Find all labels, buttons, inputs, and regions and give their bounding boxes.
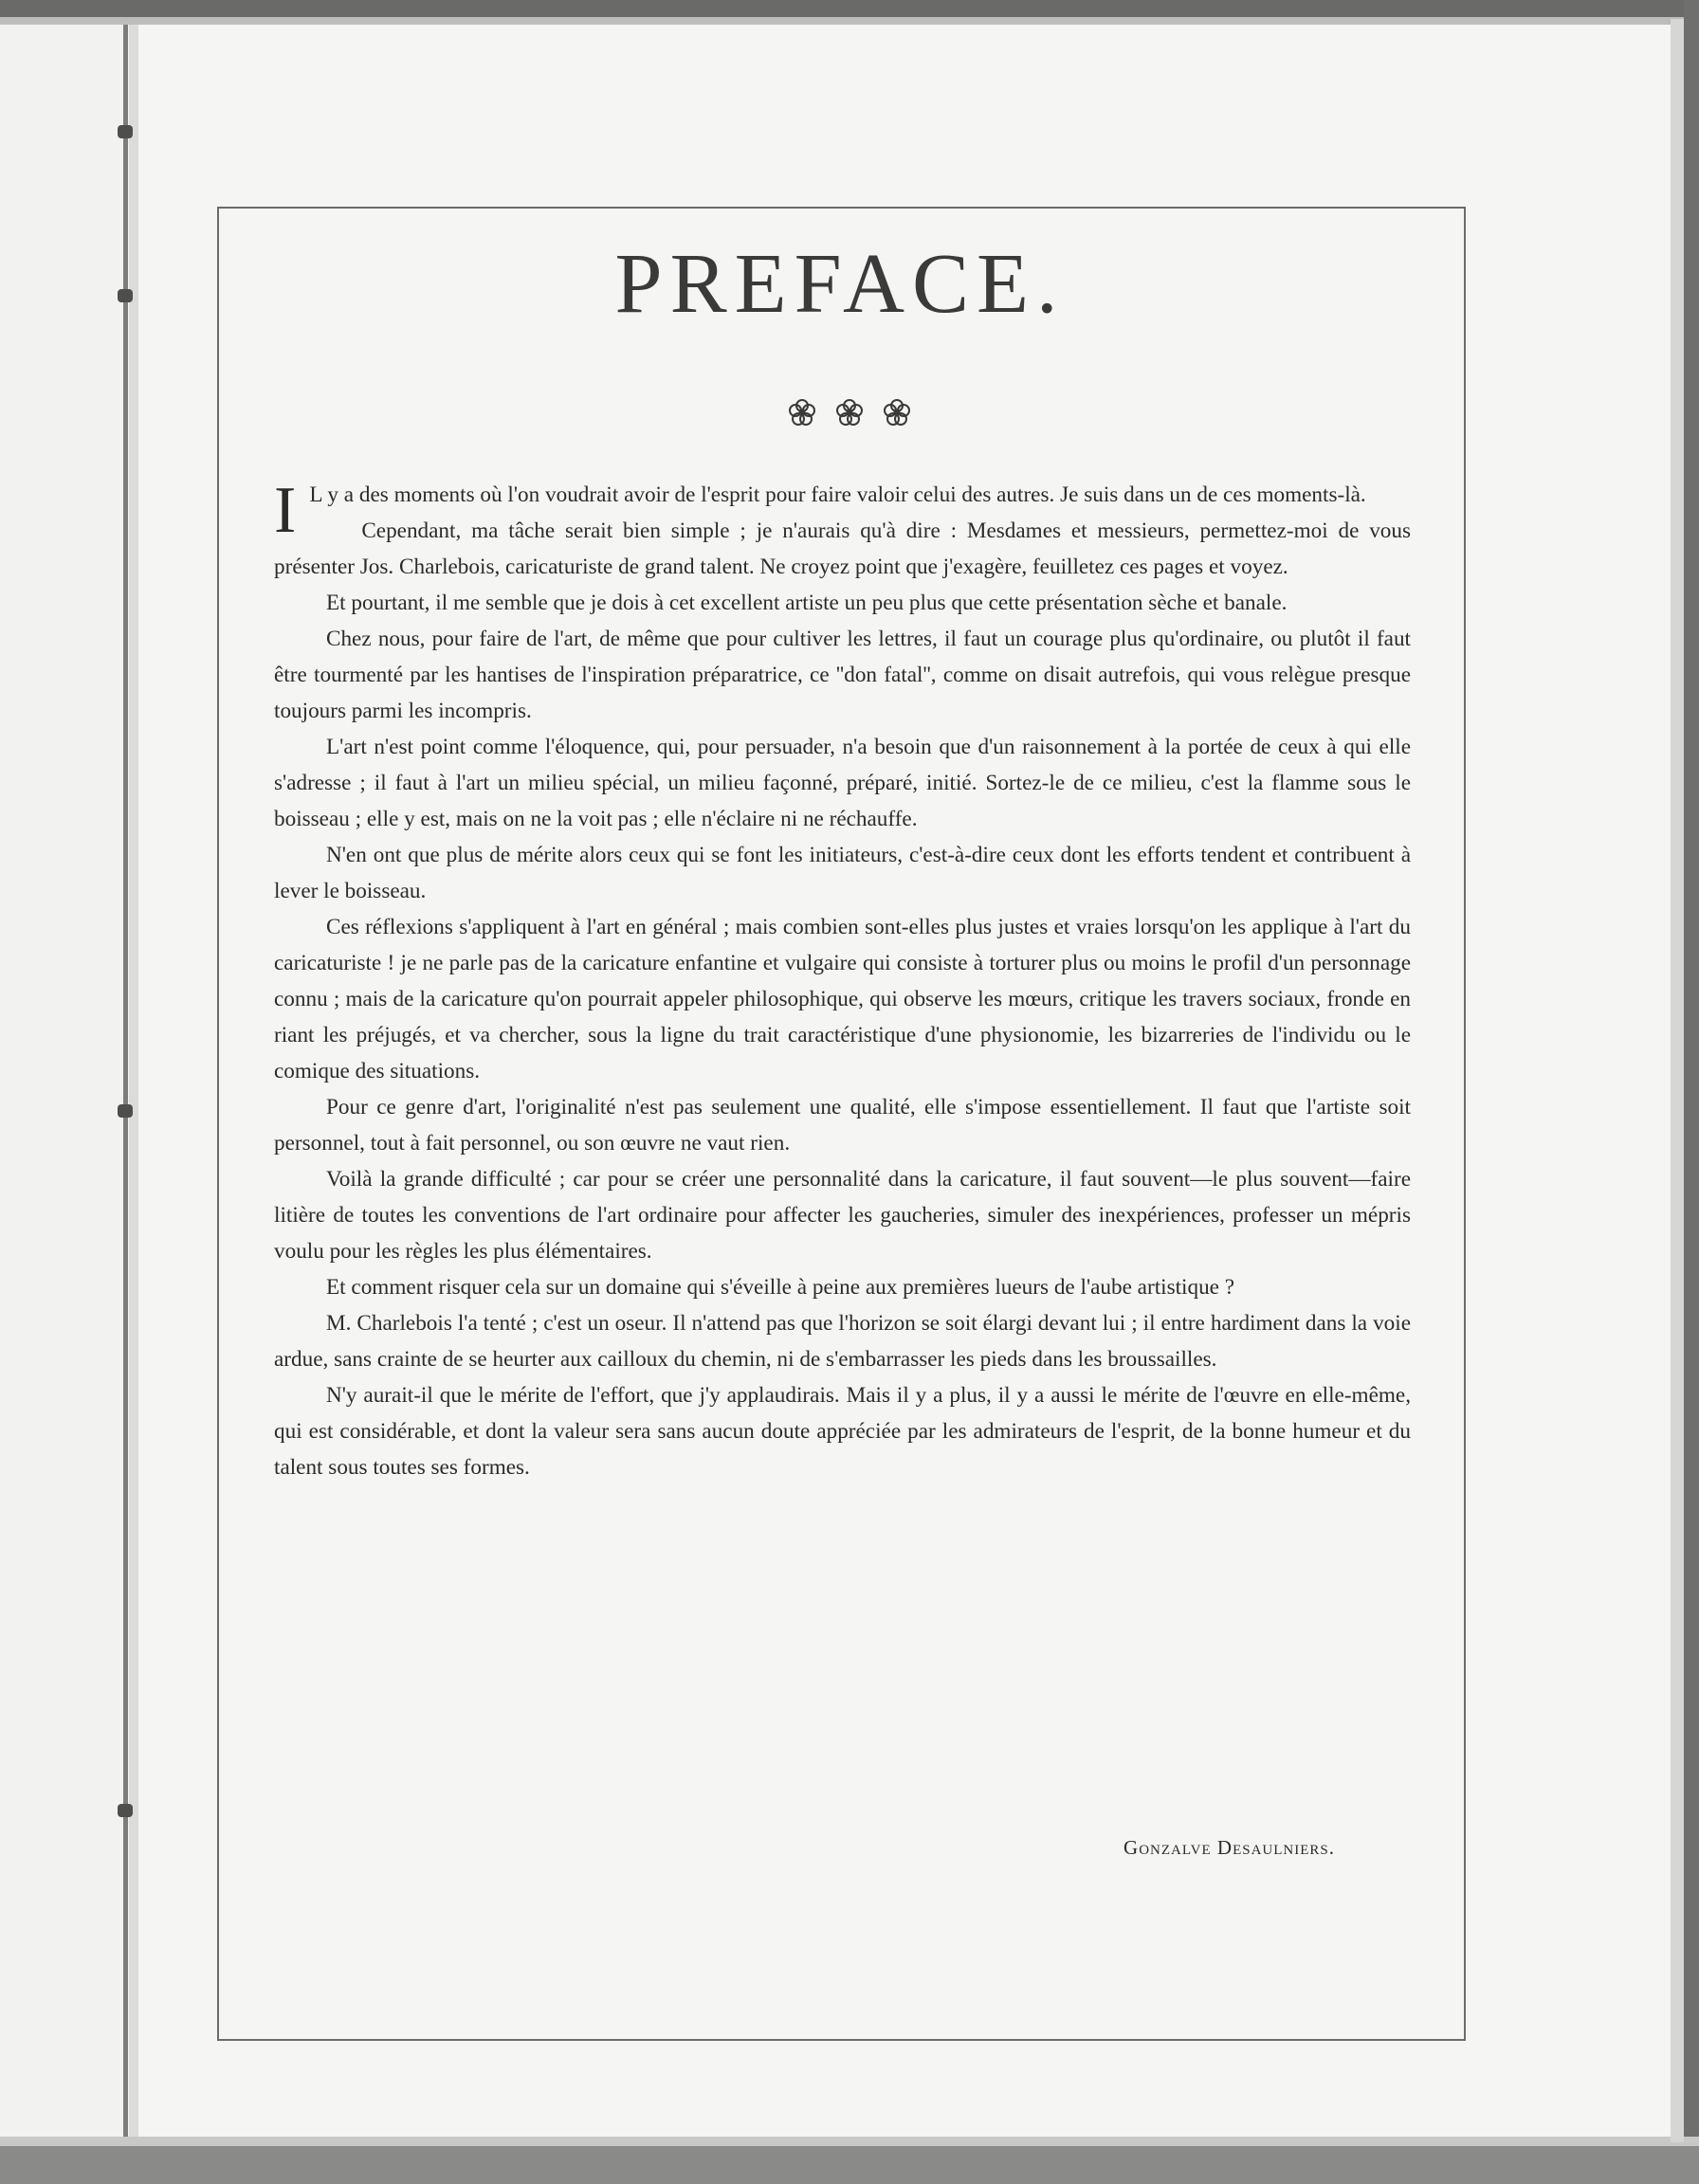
paragraph: Et pourtant, il me semble que je dois à cet excellent artiste un peu plus que cette présentation sèche et banale.	[326, 591, 1288, 615]
paragraph: L'art n'est point comme l'éloquence, qui, pour persuader, n'a besoin que d'un raisonnement à la portée de ceux à qui elle s'adresse ; il faut à l'art un milieu spécial, un milieu façonné, préparé, initié. Sortez-le de ce milieu, c'est la flamme sous le boisseau ; elle y est, mais on ne la voit pas ; elle n'éclaire ni ne réchauffe.	[274, 735, 1411, 831]
flower-ornament-icon	[783, 396, 916, 428]
paragraph: Pour ce genre d'art, l'originalité n'est pas seulement une qualité, elle s'impose essentiellement. Il faut que l'artiste soit personnel, tout à fait personnel, ou son œuvre ne vaut rien.	[274, 1095, 1411, 1156]
paragraph-opening	[274, 474, 1411, 547]
spine-shadow	[129, 25, 138, 2137]
paragraph: Chez nous, pour faire de l'art, de même que pour cultiver les lettres, il faut un courage plus qu'ordinaire, ou plutôt il faut être tourmenté par les hantises de l'inspiration préparatrice, ce ''don fatal'', comme on disait autrefois, qui vous relègue presque toujours parmi les incompris.	[274, 627, 1411, 723]
author-signature: Gonzalve Desaulniers.	[1124, 1836, 1335, 1859]
page-right-margin	[1671, 19, 1684, 2142]
page-title: PREFACE.	[614, 237, 1066, 331]
scan-bottom-edge-highlight	[0, 2137, 1699, 2146]
paragraph: N'y aurait-il que le mérite de l'effort, que j'y applaudirais. Mais il y a plus, il y a aussi le mérite de l'œuvre en elle-même, qui est considérable, et dont la valeur sera sans aucun doute appréciée par les admirateurs de l'esprit, de la bonne humeur et du talent sous toutes ses formes.	[274, 1383, 1411, 1480]
paragraph: N'en ont que plus de mérite alors ceux qui se font les initiateurs, c'est-à-dire ceux dont les efforts tendent et contribuent à lever le boisseau.	[274, 843, 1411, 903]
preface-body	[274, 474, 1411, 1485]
binding-stitch	[118, 1104, 133, 1118]
drop-cap: I	[274, 474, 297, 547]
title-ornaments	[783, 396, 916, 428]
scan-bottom-edge	[0, 2144, 1699, 2184]
binding-stitch	[118, 1804, 133, 1817]
scan-top-edge-highlight	[0, 17, 1699, 25]
scan-right-edge	[1684, 0, 1699, 2184]
paragraph: M. Charlebois l'a tenté ; c'est un oseur. Il n'attend pas que l'horizon se soit élargi devant lui ; il entre hardiment dans la voie ardue, sans crainte de se heurter aux cailloux du chemin, ni de s'embarrasser les pieds dans les broussailles.	[274, 1311, 1411, 1372]
paragraph: Et comment risquer cela sur un domaine qui s'éveille à peine aux premières lueurs de l'aube artistique ?	[326, 1275, 1235, 1300]
paragraph: Voilà la grande difficulté ; car pour se créer une personnalité dans la caricature, il faut souvent—le plus souvent—faire litière de toutes les conventions de l'art ordinaire pour affecter les gaucheries, simuler des inexpériences, professer un mépris voulu pour les règles les plus élémentaires.	[274, 1167, 1411, 1264]
binding-stitch	[118, 125, 133, 138]
paragraph-text: L y a des moments où l'on voudrait avoir de l'esprit pour faire valoir celui des autres. Je suis dans un de ces moments-là.	[309, 482, 1366, 507]
paragraph: Cependant, ma tâche serait bien simple ; je n'aurais qu'à dire : Mesdames et messieurs, permettez-moi de vous présenter Jos. Charlebois, caricaturiste de grand talent. Ne croyez point que j'exagère, feuilletez ces pages et voyez.	[274, 519, 1411, 579]
book-spine	[123, 25, 128, 2137]
paragraph: Ces réflexions s'appliquent à l'art en général ; mais combien sont-elles plus justes et vraies lorsqu'on les applique à l'art du caricaturiste ! je ne parle pas de la caricature enfantine et vulgaire qui consiste à torturer plus ou moins le profil d'un personnage connu ; mais de la caricature qu'on pourrait appeler philosophique, qui observe les mœurs, critique les travers sociaux, fronde en riant les préjugés, et va chercher, sous la ligne du trait caractéristique d'une physionomie, les bizarreries de l'individu ou le comique des situations.	[274, 915, 1411, 1083]
